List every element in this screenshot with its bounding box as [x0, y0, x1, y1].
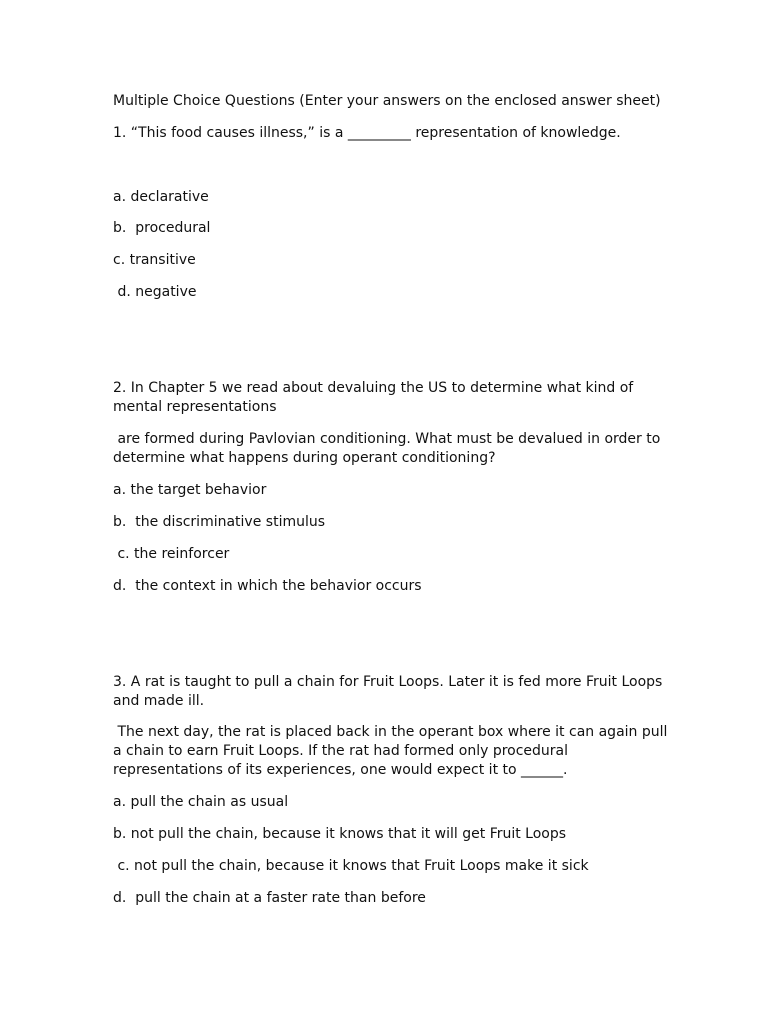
document-heading: Multiple Choice Questions (Enter your answers on the enclosed answer sheet) [113, 93, 661, 109]
question-3-option-d: d. pull the chain at a faster rate than before [113, 890, 426, 906]
question-2-stem-part2: are formed during Pavlovian conditioning. What must be devalued in order to determine what happens during operant conditioning? [113, 431, 665, 466]
question-3-option-c: c. not pull the chain, because it knows that Fruit Loops make it sick [113, 858, 589, 874]
question-3-stem-part1: 3. A rat is taught to pull a chain for Fruit Loops. Later it is fed more Fruit Loops and made ill. [113, 674, 667, 709]
question-2-option-b: b. the discriminative stimulus [113, 514, 326, 530]
question-3-stem-part2: The next day, the rat is placed back in the operant box where it can again pull a chain to earn Fruit Loops. If the rat had formed only procedural representations of its experiences, one would expect it to ______. [113, 724, 672, 778]
question-1-option-d: d. negative [113, 284, 197, 300]
question-1-option-a: a. declarative [113, 189, 209, 205]
question-3-option-b: b. not pull the chain, because it knows that it will get Fruit Loops [113, 826, 567, 842]
question-1-stem: 1. “This food causes illness,” is a _________ representation of knowledge. [113, 125, 621, 141]
question-2-stem-part1: 2. In Chapter 5 we read about devaluing the US to determine what kind of mental representations [113, 380, 638, 415]
question-2-option-c: c. the reinforcer [113, 546, 230, 562]
question-1-option-b: b. procedural [113, 220, 211, 236]
question-2-option-a: a. the target behavior [113, 482, 267, 498]
question-2-option-d: d. the context in which the behavior occurs [113, 578, 422, 594]
question-3-option-a: a. pull the chain as usual [113, 794, 289, 810]
question-1-option-c: c. transitive [113, 252, 196, 268]
